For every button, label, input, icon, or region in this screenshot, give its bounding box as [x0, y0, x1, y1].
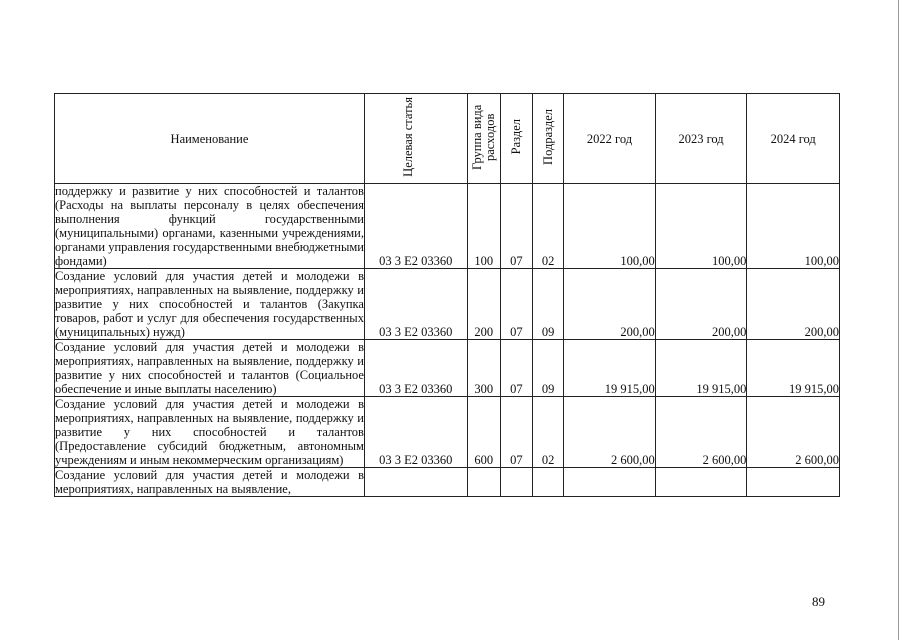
table-row — [55, 269, 840, 340]
budget-table — [54, 93, 840, 497]
row-expense-group: 300 — [467, 340, 500, 397]
row-target-article: 03 3 Е2 03360 — [364, 397, 467, 468]
row-amount-2024: 100,00 — [747, 184, 840, 269]
row-expense-group: 200 — [467, 269, 500, 340]
row-name: Создание условий для участия детей и молодежи в мероприятиях, направленных на выявление, поддержку и развитие у них способностей и талантов (Закупка товаров, работ и услуг для обеспечения государственных (муниципальных) нужд) — [55, 269, 364, 339]
row-section — [500, 468, 532, 497]
header-year-2024: 2024 год — [747, 94, 840, 184]
table-header-row — [55, 94, 840, 184]
row-amount-2022: 2 600,00 — [564, 397, 656, 468]
row-section: 07 — [500, 184, 532, 269]
row-target-article: 03 3 Е2 03360 — [364, 184, 467, 269]
header-target-article: Целевая статья — [364, 94, 467, 184]
header-year-2022: 2022 год — [564, 94, 656, 184]
table-row — [55, 397, 840, 468]
header-year-2023: 2023 год — [655, 94, 747, 184]
row-amount-2023: 2 600,00 — [655, 397, 747, 468]
page-number: 89 — [812, 594, 825, 609]
row-section: 07 — [500, 269, 532, 340]
row-expense-group: 100 — [467, 184, 500, 269]
row-section: 07 — [500, 397, 532, 468]
row-expense-group — [467, 468, 500, 497]
row-amount-2022: 100,00 — [564, 184, 656, 269]
header-expense-group: Группа вида расходов — [467, 94, 500, 184]
row-amount-2023: 200,00 — [655, 269, 747, 340]
row-name: поддержку и развитие у них способностей и талантов (Расходы на выплаты персоналу в целях обеспечения выполнения функций государственными (муниципальными) органами, казенными учреждениями, органами управления государственными внебюджетными фондами) — [55, 184, 364, 268]
table-row — [55, 340, 840, 397]
row-amount-2024: 19 915,00 — [747, 340, 840, 397]
row-subsection: 09 — [533, 340, 564, 397]
row-amount-2024: 2 600,00 — [747, 397, 840, 468]
row-expense-group: 600 — [467, 397, 500, 468]
row-name: Создание условий для участия детей и молодежи в мероприятиях, направленных на выявление, — [55, 468, 364, 496]
row-amount-2023: 19 915,00 — [655, 340, 747, 397]
row-target-article: 03 3 Е2 03360 — [364, 269, 467, 340]
row-target-article — [364, 468, 467, 497]
row-amount-2022: 200,00 — [564, 269, 656, 340]
row-subsection: 02 — [533, 184, 564, 269]
row-section: 07 — [500, 340, 532, 397]
page-edge-line — [898, 0, 899, 640]
row-amount-2022 — [564, 468, 656, 497]
table-row — [55, 468, 840, 497]
row-name: Создание условий для участия детей и молодежи в мероприятиях, направленных на выявление, поддержку и развитие у них способностей и талантов (Предоставление субсидий бюджетным, автономным учреждениям и иным некоммерческим организациям) — [55, 397, 364, 467]
row-subsection: 09 — [533, 269, 564, 340]
table-row — [55, 184, 840, 269]
header-section: Раздел — [500, 94, 532, 184]
row-subsection — [533, 468, 564, 497]
row-subsection: 02 — [533, 397, 564, 468]
row-amount-2023: 100,00 — [655, 184, 747, 269]
row-amount-2024 — [747, 468, 840, 497]
row-name: Создание условий для участия детей и молодежи в мероприятиях, направленных на выявление, поддержку и развитие у них способностей и талантов (Социальное обеспечение и иные выплаты населению) — [55, 340, 364, 396]
header-subsection: Подраздел — [533, 94, 564, 184]
row-amount-2023 — [655, 468, 747, 497]
row-amount-2024: 200,00 — [747, 269, 840, 340]
header-name: Наименование — [55, 94, 365, 184]
row-target-article: 03 3 Е2 03360 — [364, 340, 467, 397]
row-amount-2022: 19 915,00 — [564, 340, 656, 397]
